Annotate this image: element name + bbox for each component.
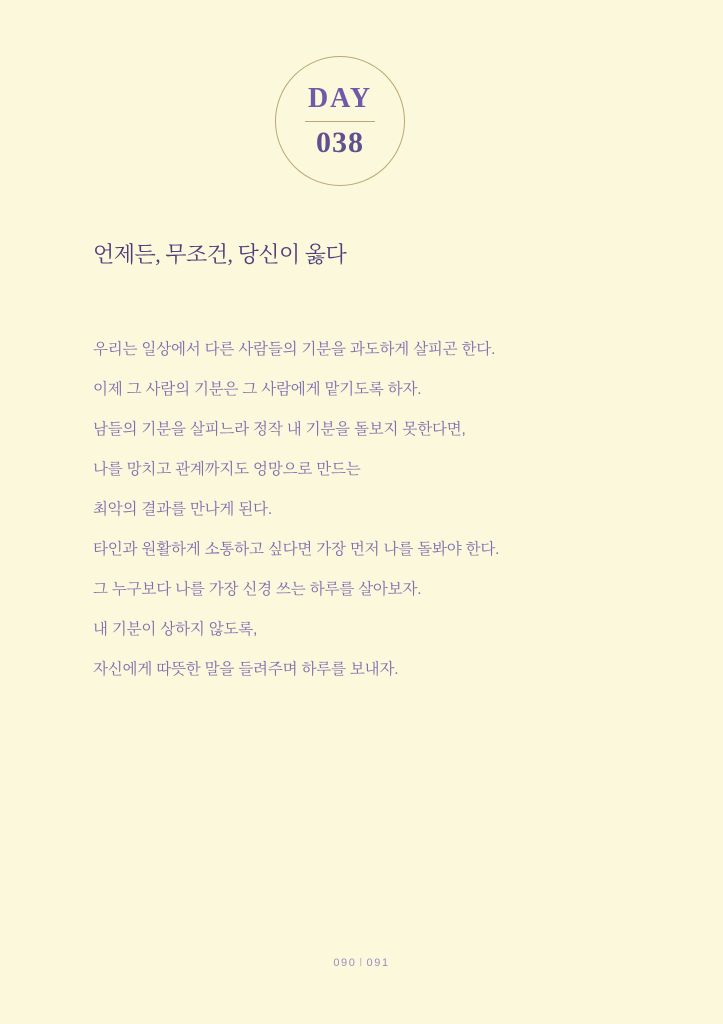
body-line: 남들의 기분을 살피느라 정작 내 기분을 돌보지 못한다면, [93, 421, 466, 438]
body-line: 우리는 일상에서 다른 사람들의 기분을 과도하게 살피곤 한다. [93, 341, 496, 358]
body-line: 타인과 원활하게 소통하고 싶다면 가장 먼저 나를 돌봐야 한다. [93, 541, 500, 558]
footer-left-page: 090 [333, 957, 357, 969]
page-title: 언제든, 무조건, 당신이 옳다 [93, 242, 347, 267]
body-line: 최악의 결과를 만나게 된다. [93, 501, 272, 518]
footer-separator: l [359, 957, 364, 969]
day-number: 038 [316, 125, 364, 159]
body-line: 내 기분이 상하지 않도록, [93, 621, 258, 638]
body-line: 나를 망치고 관계까지도 엉망으로 만드는 [93, 461, 361, 478]
day-badge [275, 56, 405, 186]
day-divider [305, 121, 375, 122]
body-line: 이제 그 사람의 기분은 그 사람에게 맡기도록 하자. [93, 381, 422, 398]
footer-right-page: 091 [366, 957, 390, 969]
body-line: 그 누구보다 나를 가장 신경 쓰는 하루를 살아보자. [93, 581, 422, 598]
body-line: 자신에게 따뜻한 말을 들려주며 하루를 보내자. [93, 661, 399, 678]
day-label: DAY [307, 82, 373, 114]
body-text [93, 330, 633, 690]
page-footer [0, 957, 723, 969]
